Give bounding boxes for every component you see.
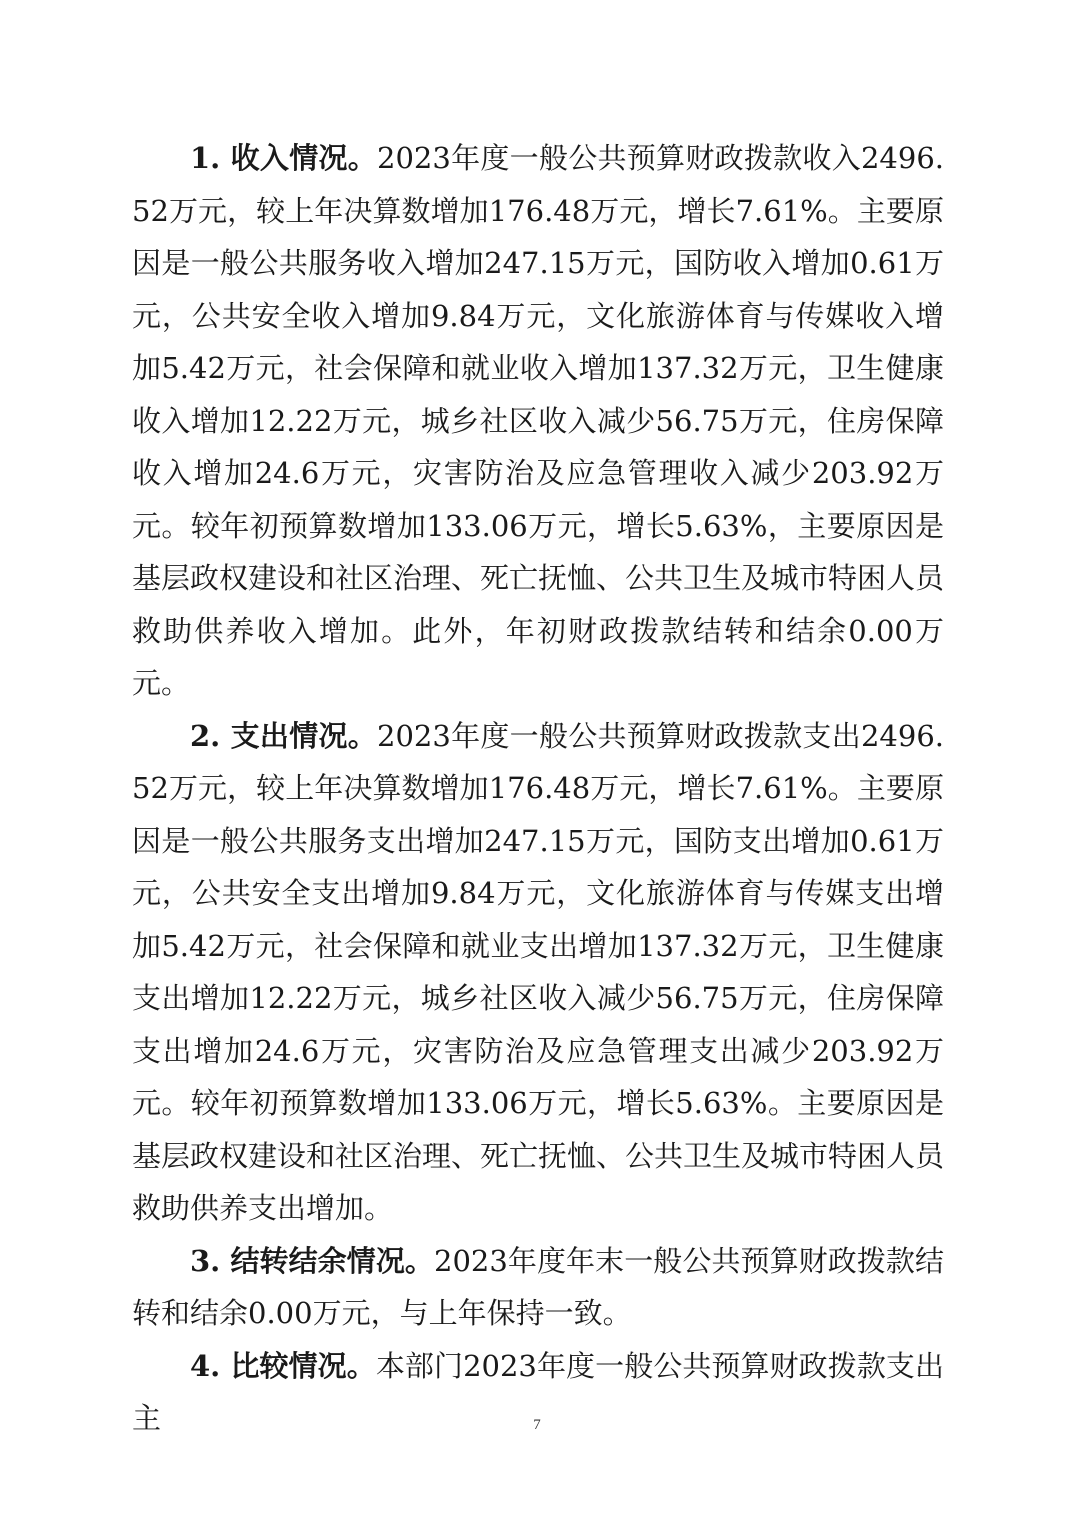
text-carryover: 2023年度年末一般公共预算财政拨款结转和结余0.00万元，与上年保持一致。 [132,1243,945,1330]
heading-income: 1. 收入情况。 [190,141,378,175]
text-expenditure: 2023年度一般公共预算财政拨款支出2496.52万元，较上年决算数增加176.48万元，增长7.61%。主要原因是一般公共服务支出增加247.15万元，国防支出增加0.61万元，公共安全支出增加9.84万元，文化旅游体育与传媒支出增加5.42万元，社会保障和就业支出增加137.32万元，卫生健康支出增加12.22万元，城乡社区收入减少56.75万元，住房保障支出增加24.6万元，灾害防治及应急管理支出减少203.92万元。较年初预算数增加133.06万元，增长5.63%。主要原因是基层政权建设和社区治理、死亡抚恤、公共卫生及城市特困人员救助供养支出增加。 [132,718,945,1225]
page-number: 7 [533,1417,541,1433]
text-income: 2023年度一般公共预算财政拨款收入2496.52万元，较上年决算数增加176.48万元，增长7.61%。主要原因是一般公共服务收入增加247.15万元，国防收入增加0.61万元，公共安全收入增加9.84万元，文化旅游体育与传媒收入增加5.42万元，社会保障和就业收入增加137.32万元，卫生健康收入增加12.22万元，城乡社区收入减少56.75万元，住房保障收入增加24.6万元，灾害防治及应急管理收入减少203.92万元。较年初预算数增加133.06万元，增长5.63%，主要原因是基层政权建设和社区治理、死亡抚恤、公共卫生及城市特困人员救助供养收入增加。此外，年初财政拨款结转和结余0.00万元。 [132,141,945,700]
heading-carryover: 3. 结转结余情况。 [190,1243,435,1278]
text-comparison: 本部门2023年度一般公共预算财政拨款支出主 [132,1348,944,1435]
paragraph-carryover [132,1235,944,1340]
heading-comparison: 4. 比较情况。 [190,1348,376,1383]
paragraph-expenditure [132,710,944,1235]
paragraph-income [132,132,944,710]
heading-expenditure: 2. 支出情况。 [190,718,378,753]
body-text [132,132,944,1445]
